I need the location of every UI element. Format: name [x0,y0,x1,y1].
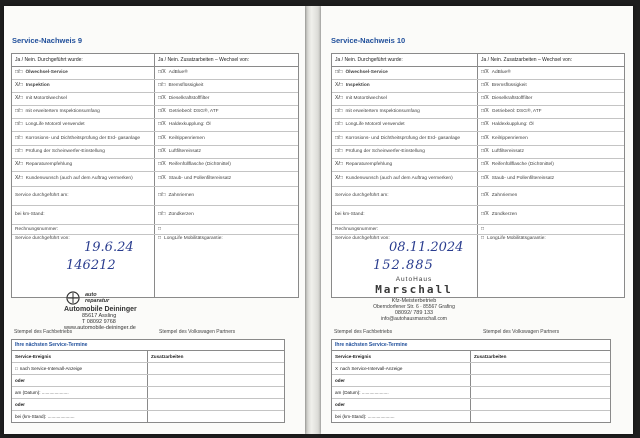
checkbox-pair: □/X [158,175,166,182]
row-label-right: Staub- und Pollenfiltereinsatz [168,176,232,182]
km-row: bei km-Stand: □/X Zündkerzen [332,206,624,225]
date-row: Service durchgeführt am: □/□ Zahnriemen [12,187,298,206]
row-label-right: AdBlue® [168,70,188,76]
date-label: Service durchgeführt am: [335,193,389,199]
by-label: Service durchgeführt von: [15,236,70,241]
row-label-right: Haldexkupplung: Öl [491,122,534,128]
next-km: bei (km-Stand): ..................... [12,411,148,422]
row-label-right: Dieselkraftstofffilter [491,96,533,102]
checkbox-pair: □/X [481,175,489,182]
zahnriemen-label: Zahnriemen [491,193,518,199]
longlife-label: LongLife Mobilitätsgarantie: [487,236,546,241]
next-services-box: Ihre nächsten Service-Termine Service-Ereignis Zusatzarbeiten X nach Service-Intervall-Anzeige oder am (Datum): ..................... oder bei (km-Stand): ..................... [331,339,611,423]
next-interval: nach Service-Intervall-Anzeige [340,366,403,371]
row-label-right: Luftfiltereinsatz [491,149,525,155]
checkbox-pair: X/□ [15,82,23,89]
next-title: Ihre nächsten Service-Termine [332,340,610,351]
page-service-9 [4,6,305,434]
handwritten-km: 146212 [66,258,116,273]
checkbox-pair: □/□ [15,148,23,155]
row-label-right: Reifenfüllflasche (Dichtmittel) [491,162,554,168]
checkbox-pair: □/□ [335,108,343,115]
km-label: bei km-Stand: [335,212,365,218]
next-services-box: Ihre nächsten Service-Termine Service-Ereignis Zusatzarbeiten □ nach Service-Intervall-Anzeige oder am (Datum): ..................... oder bei (km-Stand): ..................... [11,339,285,423]
next-title: Ihre nächsten Service-Termine [12,340,284,351]
checkbox-pair: □/X [158,148,166,155]
stamp-row: Service durchgeführt von: □ LongLife Mobilitätsgarantie: [332,235,624,297]
row-label-right: AdBlue® [491,70,511,76]
checkbox-pair: □/X [481,82,489,89]
checkbox-pair: □/□ [335,69,343,76]
checkbox-pair: □/X [481,108,489,115]
row-label-left: LongLife Motoröl verwendet [25,122,85,128]
checkbox-pair: X/□ [335,161,343,168]
stamp-name: Automobile Deininger [64,306,137,313]
row-label-right: Keilrippenriemen [168,135,205,141]
checkbox-pair: □/□ [15,134,23,141]
checkbox-pair: X/□ [335,175,343,182]
page-service-10 [321,6,633,434]
row-label-left: Kundenwunsch (auch auf dem Auftrag vermerken) [25,176,133,182]
table-row [12,132,298,146]
row-label-left: mit Motorölwechsel [345,96,387,102]
table-header [12,54,298,67]
stamp-row: Service durchgeführt von: □ LongLife Mobilitätsgarantie: [12,235,298,297]
checkbox-pair: □/□ [335,148,343,155]
row-label-left: mit Motorölwechsel [25,96,67,102]
dealer-stamp [64,291,174,331]
checkbox-pair: □/□ [335,134,343,141]
checkbox-pair: □/X [481,69,489,76]
row-label-right: Bremsflüssigkeit [491,83,527,89]
table-row [332,132,624,146]
table-row [332,119,624,132]
zuendkerzen-label: Zündkerzen [491,212,518,218]
rechnung-row: Rechnungsnummer: □ [12,225,298,235]
handwritten-date: 08.11.2024 [389,240,464,255]
stempel-left: Stempel des Fachbetriebs [334,329,393,335]
next-oder-2: oder [12,399,148,410]
stamp-l4: info@autohausmarschall.com [381,316,447,322]
row-label-right: Reifenfüllflasche (Dichtmittel) [168,162,231,168]
table-row [332,172,624,187]
checkbox-pair: □/□ [15,108,23,115]
row-label-left: Korrosions- und Dichtheitsprüfung der Erd- gasanlage [25,135,141,141]
checkbox-pair: □/X [481,121,489,128]
header-right: Ja / Nein. Zusatzarbeiten – Wechsel von: [481,57,573,63]
checkbox-pair: X/□ [15,175,23,182]
stamp-web: www.automobile-deininger.de [64,325,136,331]
table-row [12,80,298,93]
stamp-name: Marschall [375,283,453,296]
table-row [12,159,298,172]
table-row [332,106,624,119]
row-label-left: mit erweitertem Inspektionsumfang [345,109,420,115]
km-row: bei km-Stand: □/□ Zündkerzen [12,206,298,225]
row-label-left: Korrosions- und Dichtheitsprüfung der Erd- gasanlage [345,135,461,141]
dealer-stamp [339,276,489,322]
checkbox-pair: □/X [158,108,166,115]
next-oder: oder [12,375,148,386]
row-label-right: Keilrippenriemen [491,135,528,141]
row-label-left: Ölwechsel-Service [25,70,68,76]
table-row [332,93,624,106]
stamp-city: 85617 Assling [82,313,117,319]
checkbox-pair: X/□ [335,95,343,102]
stamp-logo-icon [64,291,82,305]
checkbox-pair: □/X [158,121,166,128]
col-extra: Zusatzarbeiten [151,354,184,359]
checkbox-pair: □/X [481,134,489,141]
next-date: am (Datum): ..................... [332,387,471,398]
checkbox-pair: □/X [481,161,489,168]
row-label-left: Prüfung der Scheinwerfer-Einstellung [345,149,425,155]
table-row [12,67,298,80]
row-label-left: Inspektion [25,83,50,89]
row-label-right: Staub- und Pollenfiltereinsatz [491,176,555,182]
rechnung-label: Rechnungsnummer: [15,226,59,232]
rechnung-row: Rechnungsnummer: □ [332,225,624,235]
service-table [11,53,299,298]
stamp-l3: 08092/ 789 133 [394,310,434,316]
row-label-right: Getriebeöl: DSG®, ATF [168,109,219,115]
checkbox-pair: □/X [158,161,166,168]
next-oder: oder [332,375,471,386]
checkbox-pair: X/□ [15,95,23,102]
row-label-left: Ölwechsel-Service [345,70,388,76]
km-label: bei km-Stand: [15,212,45,218]
next-km: bei (km-Stand): ..................... [332,411,471,422]
col-event: Service-Ereignis [12,351,148,362]
row-label-left: mit erweitertem Inspektionsumfang [25,109,100,115]
row-label-right: Bremsflüssigkeit [168,83,204,89]
checkbox-pair: □/X [158,69,166,76]
table-row [12,119,298,132]
stamp-l1: Kfz-Meisterbetrieb [391,298,437,304]
row-label-left: Reparaturempfehlung [25,162,73,168]
checkbox-pair: □/X [481,148,489,155]
stempel-right: Stempel des Volkswagen Partners [483,329,560,335]
row-label-right: Getriebeöl: DSG®, ATF [491,109,542,115]
zuendkerzen-label: Zündkerzen [168,212,194,218]
col-event: Service-Ereignis [332,351,471,362]
header-right: Ja / Nein. Zusatzarbeiten – Wechsel von: [158,57,250,63]
row-label-right: Haldexkupplung: Öl [168,122,211,128]
table-row [332,159,624,172]
table-row [12,106,298,119]
stempel-right: Stempel des Volkswagen Partners [159,329,236,335]
stamp-tel: T 08092 9768 [82,319,116,325]
table-header [332,54,624,67]
checkbox-pair: □/□ [15,121,23,128]
row-label-left: Prüfung der Scheinwerfer-Einstellung [25,149,105,155]
table-row [332,146,624,159]
date-row: Service durchgeführt am: □/X Zahnriemen [332,187,624,206]
zahnriemen-label: Zahnriemen [168,193,195,199]
row-label-right: Dieselkraftstofffilter [168,96,210,102]
table-row [332,67,624,80]
checkbox-pair: □/□ [15,69,23,76]
date-label: Service durchgeführt am: [15,193,69,199]
checkbox-pair: □/□ [335,121,343,128]
next-interval: nach Service-Intervall-Anzeige [19,366,83,371]
booklet-gutter [305,6,321,434]
page-title: Service-Nachweis 10 [331,36,406,45]
stempel-left: Stempel des Fachbetriebs [14,329,73,335]
row-label-left: Inspektion [345,83,370,89]
table-row [12,93,298,106]
checkbox-pair: □/X [158,95,166,102]
row-label-left: Reparaturempfehlung [345,162,393,168]
rechnung-label: Rechnungsnummer: [335,226,379,232]
handwritten-km: 152.885 [373,258,434,273]
header-left: Ja / Nein. Durchgeführt wurde: [332,54,478,66]
page-title: Service-Nachweis 9 [12,36,83,45]
header-left: Ja / Nein. Durchgeführt wurde: [12,54,155,66]
stamp-small: auto reparatur [85,292,110,304]
col-extra: Zusatzarbeiten [474,354,507,359]
table-row [12,146,298,159]
table-row [12,172,298,187]
by-label: Service durchgeführt von: [335,236,390,241]
stamp-l2: Oberndorfener Str. 6 · 85567 Grafing [373,304,455,310]
row-label-left: LongLife Motoröl verwendet [345,122,405,128]
checkbox-pair: X/□ [15,161,23,168]
handwritten-date: 19.6.24 [84,240,134,255]
checkbox-pair: □/□ [158,82,166,89]
row-label-right: Luftfiltereinsatz [168,149,202,155]
checkbox-pair: □/X [158,134,166,141]
stamp-top: AutoHaus [395,276,433,283]
row-label-left: Kundenwunsch (auch auf dem Auftrag vermerken) [345,176,453,182]
table-row [332,80,624,93]
checkbox-pair: X/□ [335,82,343,89]
longlife-label: LongLife Mobilitätsgarantie: [164,236,223,241]
checkbox-pair: □/X [481,95,489,102]
next-date: am (Datum): ..................... [12,387,148,398]
next-oder-2: oder [332,399,471,410]
